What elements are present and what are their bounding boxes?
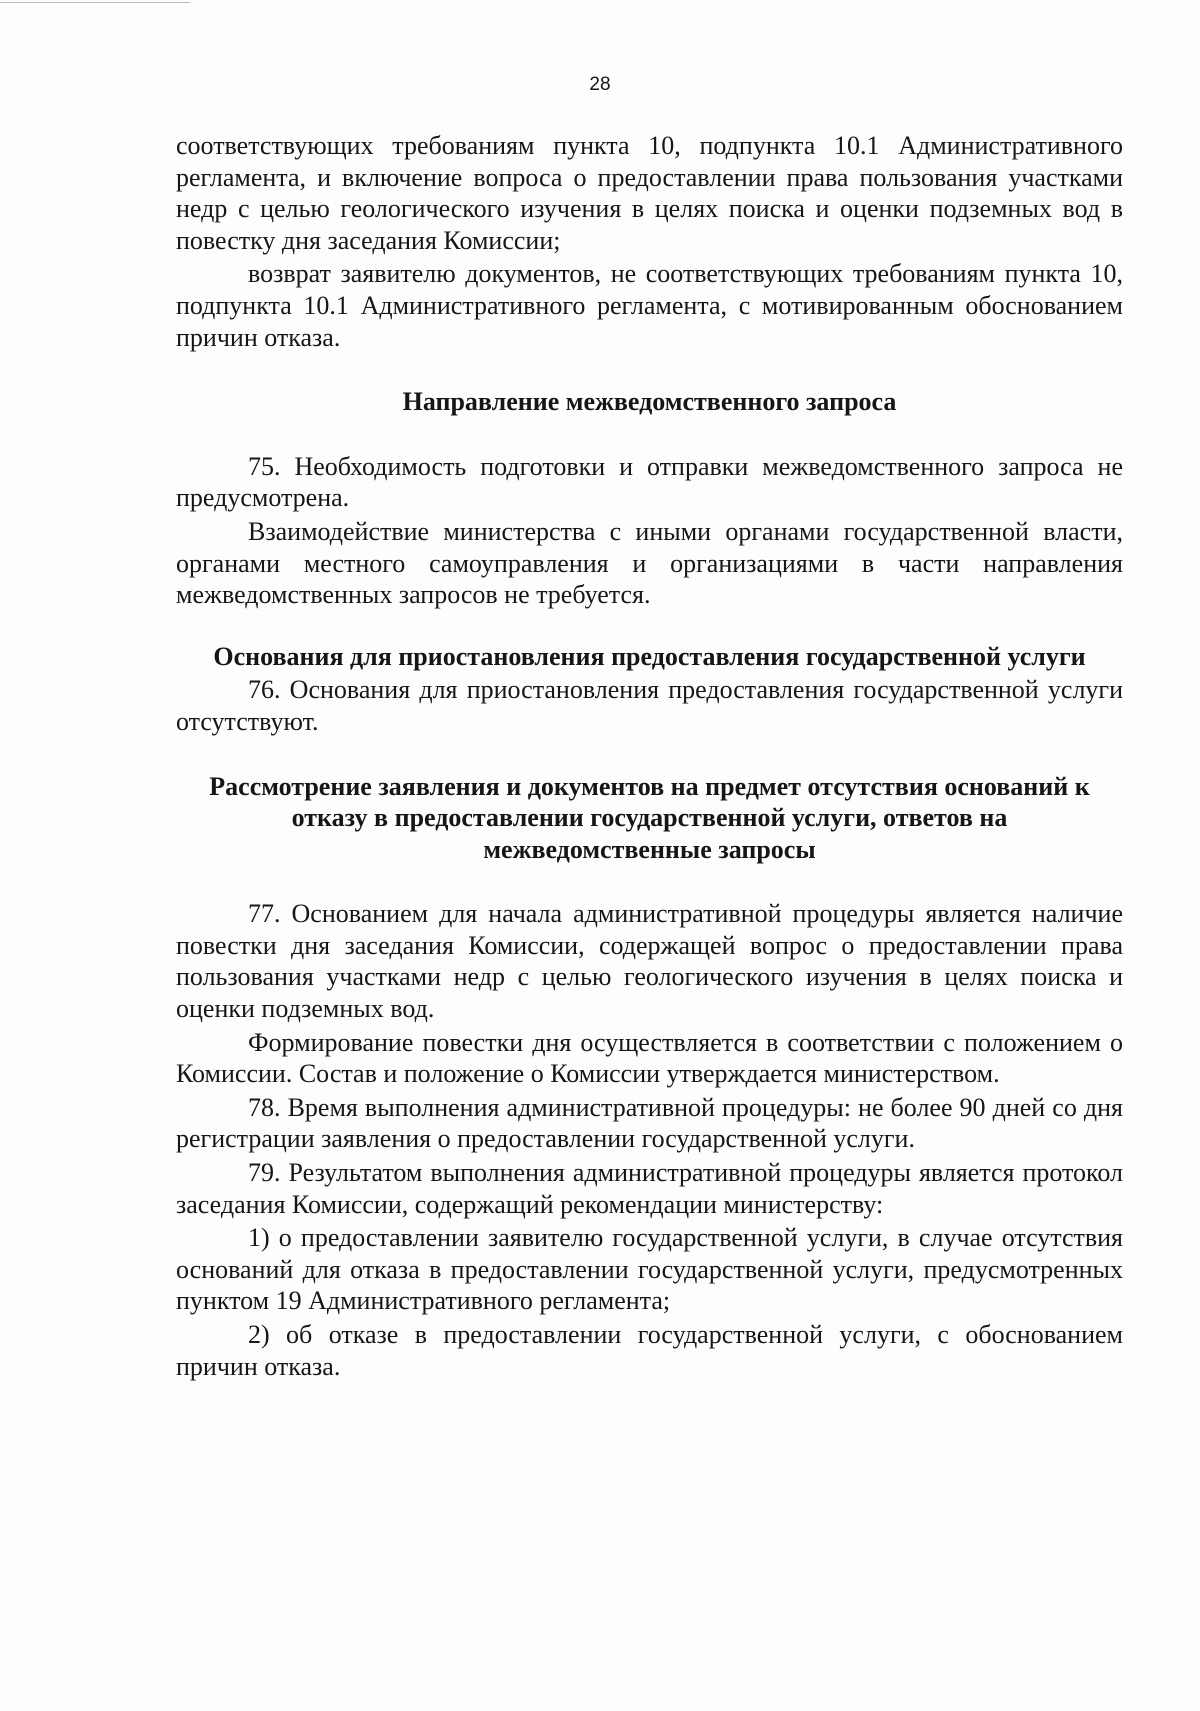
section-heading-review-application: Рассмотрение заявления и документов на предмет отсутствия оснований к отказу в предоставлении государственной услуги, ответов на межведомственные запросы <box>209 771 1090 864</box>
paragraph-interaction: Взаимодействие министерства с иными органами государственной власти, органами местного самоуправления и организациями в части направления межведомственных запросов не требуется. <box>176 516 1123 610</box>
paragraph-return-documents: возврат заявителю документов, не соответствующих требованиям пункта 10, подпункта 10.1 Административного регламента, с мотивированным обоснованием причин отказа. <box>176 259 1123 352</box>
paragraph-79: 79. Результатом выполнения административной процедуры является протокол заседания Комиссии, содержащий рекомендации министерству: <box>176 1158 1123 1219</box>
paragraph-77: 77. Основанием для начала административной процедуры является наличие повестки дня заседания Комиссии, содержащей вопрос о предоставлении права пользования участками недр с целью геологического изучения в целях поиска и оценки подземных вод. <box>176 899 1123 1024</box>
paragraph-agenda-formation: Формирование повестки дня осуществляется в соответствии с положением о Комиссии. Состав и положение о Комиссии утверждается министерством. <box>176 1027 1123 1089</box>
paragraph-78: 78. Время выполнения административной процедуры: не более 90 дней со дня регистрации заявления о предоставлении государственной услуги. <box>176 1092 1123 1154</box>
page-number: 28 <box>589 74 611 95</box>
paragraph-continuation: соответствующих требованиям пункта 10, подпункта 10.1 Административного регламента, и включение вопроса о предоставлении права пользования участками недр с целью геологического изучения в целях поиска и оценки подземных вод в повестку дня заседания Комиссии; <box>176 131 1123 255</box>
section-heading-suspension-grounds: Основания для приостановления предоставления государственной услуги <box>213 641 1086 671</box>
paragraph-79-item-2: 2) об отказе в предоставлении государственной услуги, с обоснованием причин отказа. <box>176 1320 1123 1381</box>
paragraph-76: 76. Основания для приостановления предоставления государственной услуги отсутствуют. <box>176 675 1123 736</box>
paragraph-75: 75. Необходимость подготовки и отправки межведомственного запроса не предусмотрена. <box>176 451 1123 513</box>
document-body <box>176 130 1123 1382</box>
paragraph-79-item-1: 1) о предоставлении заявителю государственной услуги, в случае отсутствия оснований для отказа в предоставлении государственной услуги, предусмотренных пунктом 19 Административного регламента; <box>176 1223 1123 1316</box>
scan-edge-line <box>0 2 190 3</box>
section-heading-interagency-request: Направление межведомственного запроса <box>402 387 897 417</box>
